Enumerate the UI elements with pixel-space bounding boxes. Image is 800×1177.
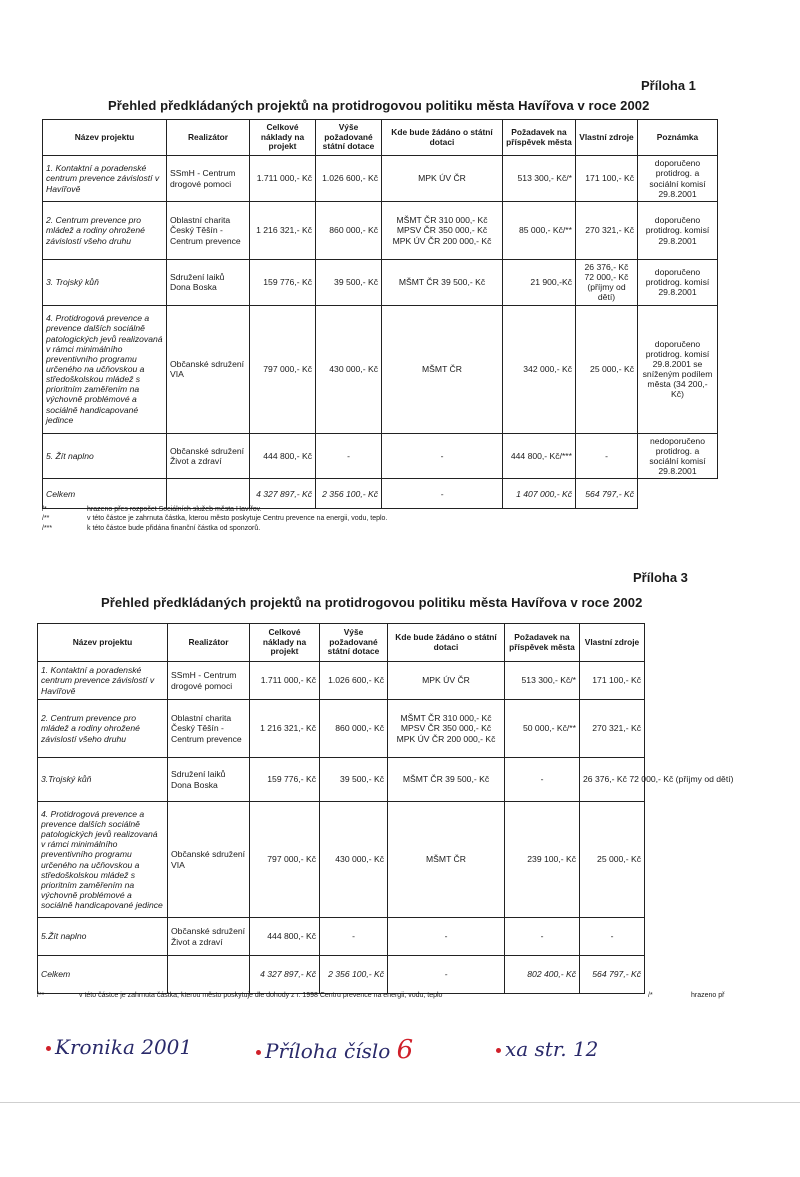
header-cell: Název projektu bbox=[43, 120, 167, 156]
table-header-row bbox=[43, 120, 718, 156]
note: doporučeno protidrog. komisí 29.8.2001 se sníženým podílem města (34 200,- Kč) bbox=[638, 305, 718, 433]
own-resources-sum: 564 797,- Kč bbox=[576, 479, 638, 509]
total-cost: 444 800,- Kč bbox=[250, 918, 320, 956]
header-cell: Celkové náklady na projekt bbox=[250, 624, 320, 662]
implementer: Sdružení laiků Dona Boska bbox=[167, 260, 250, 306]
footnote-text: k této částce bude přidána finanční částka od sponzorů. bbox=[87, 524, 261, 532]
table-row bbox=[43, 433, 718, 479]
project-name: 5.Žít naplno bbox=[38, 918, 168, 956]
own-resources: 270 321,- Kč bbox=[580, 700, 645, 758]
projects-table bbox=[42, 119, 718, 509]
project-name: 2. Centrum prevence pro mládež a rodiny ohrožené závislostí všeho druhu bbox=[43, 202, 167, 260]
own-resources: - bbox=[580, 918, 645, 956]
city-contribution: 513 300,- Kč/* bbox=[505, 662, 580, 700]
city-contribution: 444 800,- Kč/*** bbox=[503, 433, 576, 479]
own-resources: 171 100,- Kč bbox=[576, 156, 638, 202]
total-cost: 1.711 000,- Kč bbox=[250, 662, 320, 700]
table-row bbox=[38, 758, 645, 802]
footnote-mark: /** bbox=[37, 992, 45, 999]
footnote-text: v této částce je zahrnuta částka, kterou město poskytuje Centru prevence na energii, vodu, teplo. bbox=[87, 515, 388, 523]
state-subsidy: 430 000,- Kč bbox=[316, 305, 382, 433]
appendix-label: Příloha 3 bbox=[633, 570, 688, 585]
table-header-row bbox=[38, 624, 645, 662]
header-cell: Poznámka bbox=[638, 120, 718, 156]
subsidy-source: MŠMT ČR bbox=[388, 802, 505, 918]
state-subsidy: 1.026 600,- Kč bbox=[316, 156, 382, 202]
table-row bbox=[38, 802, 645, 918]
subsidy-source: MPK ÚV ČR bbox=[388, 662, 505, 700]
project-name: 1. Kontaktní a poradenské centrum prevence závislostí v Havířově bbox=[38, 662, 168, 700]
city-contribution-sum: 802 400,- Kč bbox=[505, 956, 580, 994]
note: doporučeno protidrog. komisí 29.8.2001 bbox=[638, 260, 718, 306]
subsidy-source-sum: - bbox=[388, 956, 505, 994]
handwritten-note bbox=[256, 1035, 413, 1065]
project-name: 2. Centrum prevence pro mládež a rodiny ohrožené závislostí všeho druhu bbox=[38, 700, 168, 758]
total-cost: 159 776,- Kč bbox=[250, 260, 316, 306]
bullet-dot-icon bbox=[256, 1050, 261, 1055]
subsidy-source: MŠMT ČR 39 500,- Kč bbox=[382, 260, 503, 306]
footnote-text: hrazeno přes rozpočet Sociálních služeb města Havířov. bbox=[87, 506, 262, 513]
subsidy-source: MŠMT ČR 310 000,- Kč MPSV ČR 350 000,- Kč MPK ÚV ČR 200 000,- Kč bbox=[382, 202, 503, 260]
state-subsidy: 860 000,- Kč bbox=[320, 700, 388, 758]
table-row bbox=[43, 202, 718, 260]
total-label: Celkem bbox=[38, 956, 168, 994]
project-name: 3. Trojský kůň bbox=[43, 260, 167, 306]
state-subsidy: 1.026 600,- Kč bbox=[320, 662, 388, 700]
total-cost: 159 776,- Kč bbox=[250, 758, 320, 802]
total-cost: 797 000,- Kč bbox=[250, 305, 316, 433]
city-contribution: 239 100,- Kč bbox=[505, 802, 580, 918]
own-resources: 25 000,- Kč bbox=[580, 802, 645, 918]
handwritten-note bbox=[46, 1035, 192, 1059]
total-cost-sum: 4 327 897,- Kč bbox=[250, 956, 320, 994]
bullet-dot-icon bbox=[46, 1046, 51, 1051]
own-resources: 26 376,- Kč 72 000,- Kč (příjmy od dětí) bbox=[580, 758, 645, 802]
empty-cell bbox=[168, 956, 250, 994]
footnote-mark: /* bbox=[42, 506, 47, 513]
subsidy-source: MŠMT ČR bbox=[382, 305, 503, 433]
header-cell: Výše požadované státní dotace bbox=[316, 120, 382, 156]
footnote-text: v této částce je zahrnuta částka, kterou město poskytuje dle dohody z r. 1998 Centru prevence na energii, vodu, teplo bbox=[79, 992, 443, 999]
handwritten-text: xa str. 12 bbox=[505, 1037, 599, 1061]
city-contribution-sum: 1 407 000,- Kč bbox=[503, 479, 576, 509]
handwritten-note bbox=[496, 1037, 598, 1061]
total-label: Celkem bbox=[43, 479, 167, 509]
project-name: 1. Kontaktní a poradenské centrum prevence závislostí v Havířově bbox=[43, 156, 167, 202]
document-title: Přehled předkládaných projektů na protidrogovou politiku města Havířova v roce 2002 bbox=[101, 595, 643, 610]
footnotes bbox=[42, 505, 387, 533]
handwritten-text: Kronika 2001 bbox=[55, 1035, 193, 1059]
handwritten-number: 6 bbox=[396, 1035, 414, 1065]
footnote-text: hrazeno př bbox=[691, 992, 725, 999]
table-row bbox=[43, 305, 718, 433]
note: nedoporučeno protidrog. a sociální komisí 29.8.2001 bbox=[638, 433, 718, 479]
subsidy-source: MŠMT ČR 39 500,- Kč bbox=[388, 758, 505, 802]
state-subsidy: 39 500,- Kč bbox=[320, 758, 388, 802]
implementer: Občanské sdružení VIA bbox=[167, 305, 250, 433]
own-resources-sum: 564 797,- Kč bbox=[580, 956, 645, 994]
state-subsidy: - bbox=[316, 433, 382, 479]
total-cost: 1 216 321,- Kč bbox=[250, 700, 320, 758]
note: doporučeno protidrog. a sociální komisí 29.8.2001 bbox=[638, 156, 718, 202]
footnote bbox=[37, 992, 737, 999]
footnote-mark: /* bbox=[648, 992, 653, 999]
page-edge-divider bbox=[0, 1102, 800, 1103]
city-contribution: 342 000,- Kč bbox=[503, 305, 576, 433]
header-cell: Realizátor bbox=[167, 120, 250, 156]
total-cost: 797 000,- Kč bbox=[250, 802, 320, 918]
subsidy-source: MŠMT ČR 310 000,- Kč MPSV ČR 350 000,- Kč MPK ÚV ČR 200 000,- Kč bbox=[388, 700, 505, 758]
subsidy-source: MPK ÚV ČR bbox=[382, 156, 503, 202]
total-cost-sum: 4 327 897,- Kč bbox=[250, 479, 316, 509]
header-cell: Požadavek na příspěvek města bbox=[505, 624, 580, 662]
city-contribution: - bbox=[505, 758, 580, 802]
header-cell: Vlastní zdroje bbox=[576, 120, 638, 156]
implementer: Sdružení laiků Dona Boska bbox=[168, 758, 250, 802]
header-cell: Vlastní zdroje bbox=[580, 624, 645, 662]
own-resources: 26 376,- Kč 72 000,- Kč (příjmy od dětí) bbox=[576, 260, 638, 306]
city-contribution: 513 300,- Kč/* bbox=[503, 156, 576, 202]
header-cell: Celkové náklady na projekt bbox=[250, 120, 316, 156]
header-cell: Název projektu bbox=[38, 624, 168, 662]
city-contribution: 21 900,-Kč bbox=[503, 260, 576, 306]
total-cost: 444 800,- Kč bbox=[250, 433, 316, 479]
handwritten-text: Příloha číslo bbox=[265, 1039, 397, 1063]
implementer: Občanské sdružení Život a zdraví bbox=[167, 433, 250, 479]
header-cell: Kde bude žádáno o státní dotaci bbox=[388, 624, 505, 662]
project-name: 3.Trojský kůň bbox=[38, 758, 168, 802]
state-subsidy: 39 500,- Kč bbox=[316, 260, 382, 306]
subsidy-source: - bbox=[382, 433, 503, 479]
implementer: Oblastní charita Český Těšín - Centrum prevence bbox=[167, 202, 250, 260]
implementer: SSmH - Centrum drogové pomoci bbox=[168, 662, 250, 700]
city-contribution: 50 000,- Kč/** bbox=[505, 700, 580, 758]
note: doporučeno protidrog. komisí 29.8.2001 bbox=[638, 202, 718, 260]
footnote-mark: /*** bbox=[42, 524, 53, 532]
total-cost: 1.711 000,- Kč bbox=[250, 156, 316, 202]
header-cell: Realizátor bbox=[168, 624, 250, 662]
project-name: 4. Protidrogová prevence a prevence dalších sociálně patologických jevů realizovaná v rámci minimálního preventivního programu určeného na učňovskou a středoškolskou mládež s prioritním zaměřením na výchovně problémové a sociálně handicapované jedince bbox=[43, 305, 167, 433]
own-resources: 25 000,- Kč bbox=[576, 305, 638, 433]
implementer: Občanské sdružení Život a zdraví bbox=[168, 918, 250, 956]
footnote bbox=[42, 505, 387, 514]
footnote bbox=[42, 524, 387, 533]
own-resources: 270 321,- Kč bbox=[576, 202, 638, 260]
city-contribution: - bbox=[505, 918, 580, 956]
project-name: 4. Protidrogová prevence a prevence dalších sociálně patologických jevů realizovaná v rámci minimálního preventivního programu určeného na učňovskou a středoškolskou mládež s prioritním zaměřením na výchovně problémové a sociálně handicapované jedince bbox=[38, 802, 168, 918]
bullet-dot-icon bbox=[496, 1048, 501, 1053]
implementer: SSmH - Centrum drogové pomoci bbox=[167, 156, 250, 202]
state-subsidy-sum: 2 356 100,- Kč bbox=[316, 479, 382, 509]
subsidy-source: - bbox=[388, 918, 505, 956]
footnote-mark: /** bbox=[42, 515, 50, 523]
document-title: Přehled předkládaných projektů na protidrogovou politiku města Havířova v roce 2002 bbox=[108, 98, 650, 113]
subsidy-source-sum: - bbox=[382, 479, 503, 509]
city-contribution: 85 000,- Kč/** bbox=[503, 202, 576, 260]
own-resources: 171 100,- Kč bbox=[580, 662, 645, 700]
appendix-label: Příloha 1 bbox=[641, 78, 696, 93]
footnote bbox=[42, 514, 387, 523]
implementer: Občanské sdružení VIA bbox=[168, 802, 250, 918]
state-subsidy-sum: 2 356 100,- Kč bbox=[320, 956, 388, 994]
table-row bbox=[38, 700, 645, 758]
projects-table bbox=[37, 623, 734, 994]
total-cost: 1 216 321,- Kč bbox=[250, 202, 316, 260]
table-row bbox=[38, 662, 645, 700]
empty-cell bbox=[638, 479, 718, 509]
total-row bbox=[38, 956, 645, 994]
state-subsidy: 860 000,- Kč bbox=[316, 202, 382, 260]
state-subsidy: - bbox=[320, 918, 388, 956]
table-row bbox=[43, 156, 718, 202]
project-name: 5. Žít naplno bbox=[43, 433, 167, 479]
table-row bbox=[38, 918, 645, 956]
header-cell: Kde bude žádáno o státní dotaci bbox=[382, 120, 503, 156]
own-resources: - bbox=[576, 433, 638, 479]
header-cell: Výše požadované státní dotace bbox=[320, 624, 388, 662]
implementer: Oblastní charita Český Těšín - Centrum prevence bbox=[168, 700, 250, 758]
table-row bbox=[43, 260, 718, 306]
header-cell: Požadavek na příspěvek města bbox=[503, 120, 576, 156]
state-subsidy: 430 000,- Kč bbox=[320, 802, 388, 918]
